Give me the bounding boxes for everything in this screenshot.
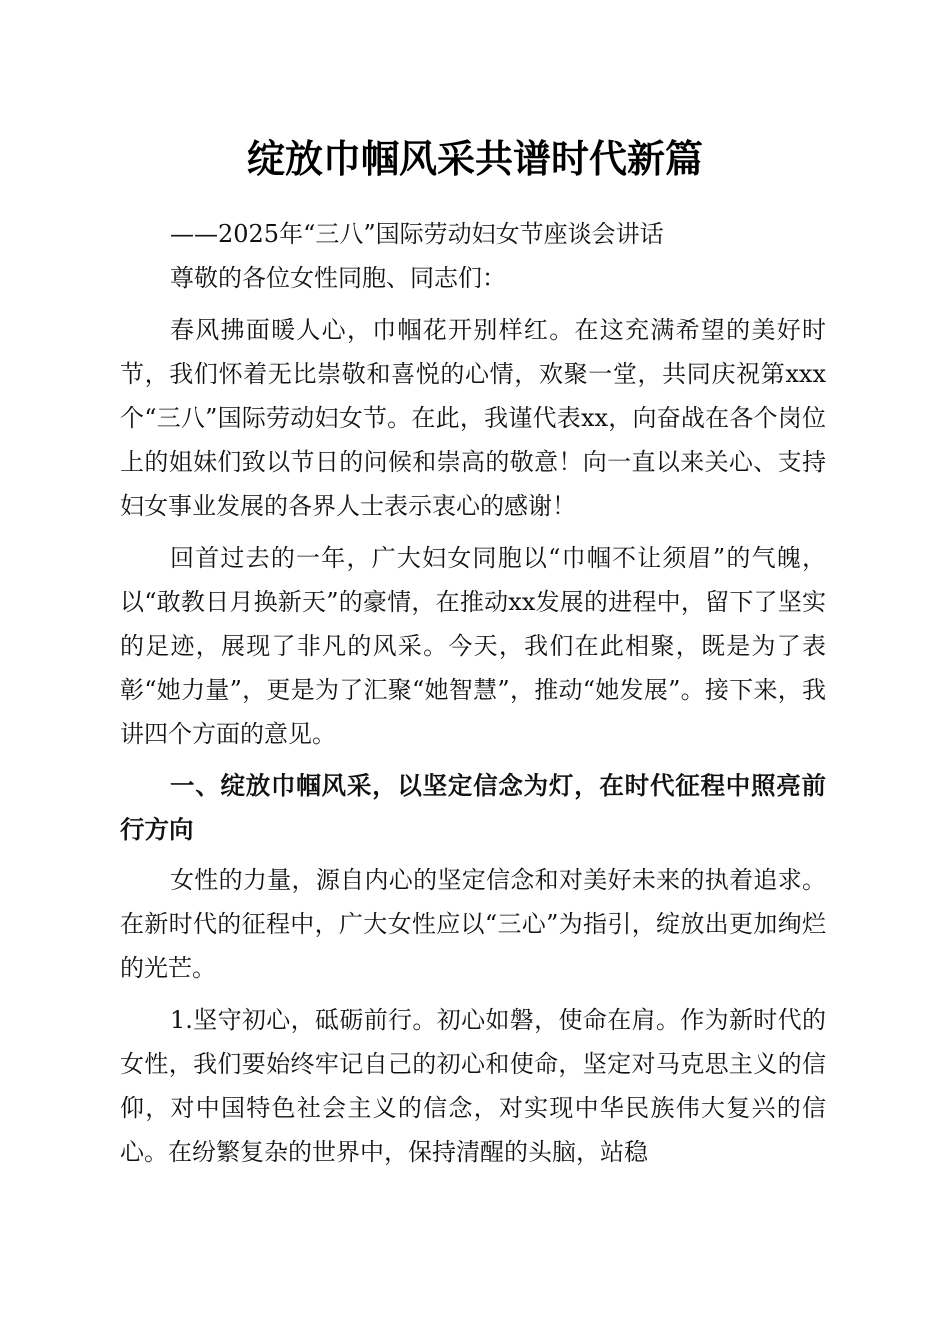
section-heading-1: 一、绽放巾帼风采，以坚定信念为灯，在时代征程中照亮前行方向 (120, 771, 826, 844)
paragraph-1: 春风拂面暖人心，巾帼花开别样红。在这充满希望的美好时节，我们怀着无比崇敬和喜悦的心情，欢聚一堂，共同庆祝第xxx个“三八”国际劳动妇女节。在此，我谨代表xx，向奋战在各个岗位上的姐妹们致以节日的问候和崇高的敬意！向一直以来关心、支持妇女事业发展的各界人士表示衷心的感谢！ (120, 316, 826, 520)
paragraph-4: 1.坚守初心，砥砺前行。初心如磐，使命在肩。作为新时代的女性，我们要始终牢记自己的初心和使命，坚定对马克思主义的信仰，对中国特色社会主义的信念，对实现中华民族伟大复兴的信心。在纷繁复杂的世界中，保持清醒的头脑，站稳 (120, 1006, 826, 1166)
paragraph-3: 女性的力量，源自内心的坚定信念和对美好未来的执着追求。在新时代的征程中，广大女性应以“三心”为指引，绽放出更加绚烂的光芒。 (120, 866, 826, 982)
document-body (120, 212, 826, 1174)
page-title: 绽放巾帼风采共谱时代新篇 (246, 136, 703, 181)
paragraph-2: 回首过去的一年，广大妇女同胞以“巾帼不让须眉”的气魄，以“敢教日月换新天”的豪情，在推动xx发展的进程中，留下了坚实的足迹，展现了非凡的风采。今天，我们在此相聚，既是为了表彰“她力量”，更是为了汇聚“她智慧”，推动“她发展”。接下来，我讲四个方面的意见。 (120, 544, 826, 748)
salutation: 尊敬的各位女性同胞、同志们： (170, 264, 506, 292)
subtitle: ——2025年“三八”国际劳动妇女节座谈会讲话 (170, 220, 664, 248)
